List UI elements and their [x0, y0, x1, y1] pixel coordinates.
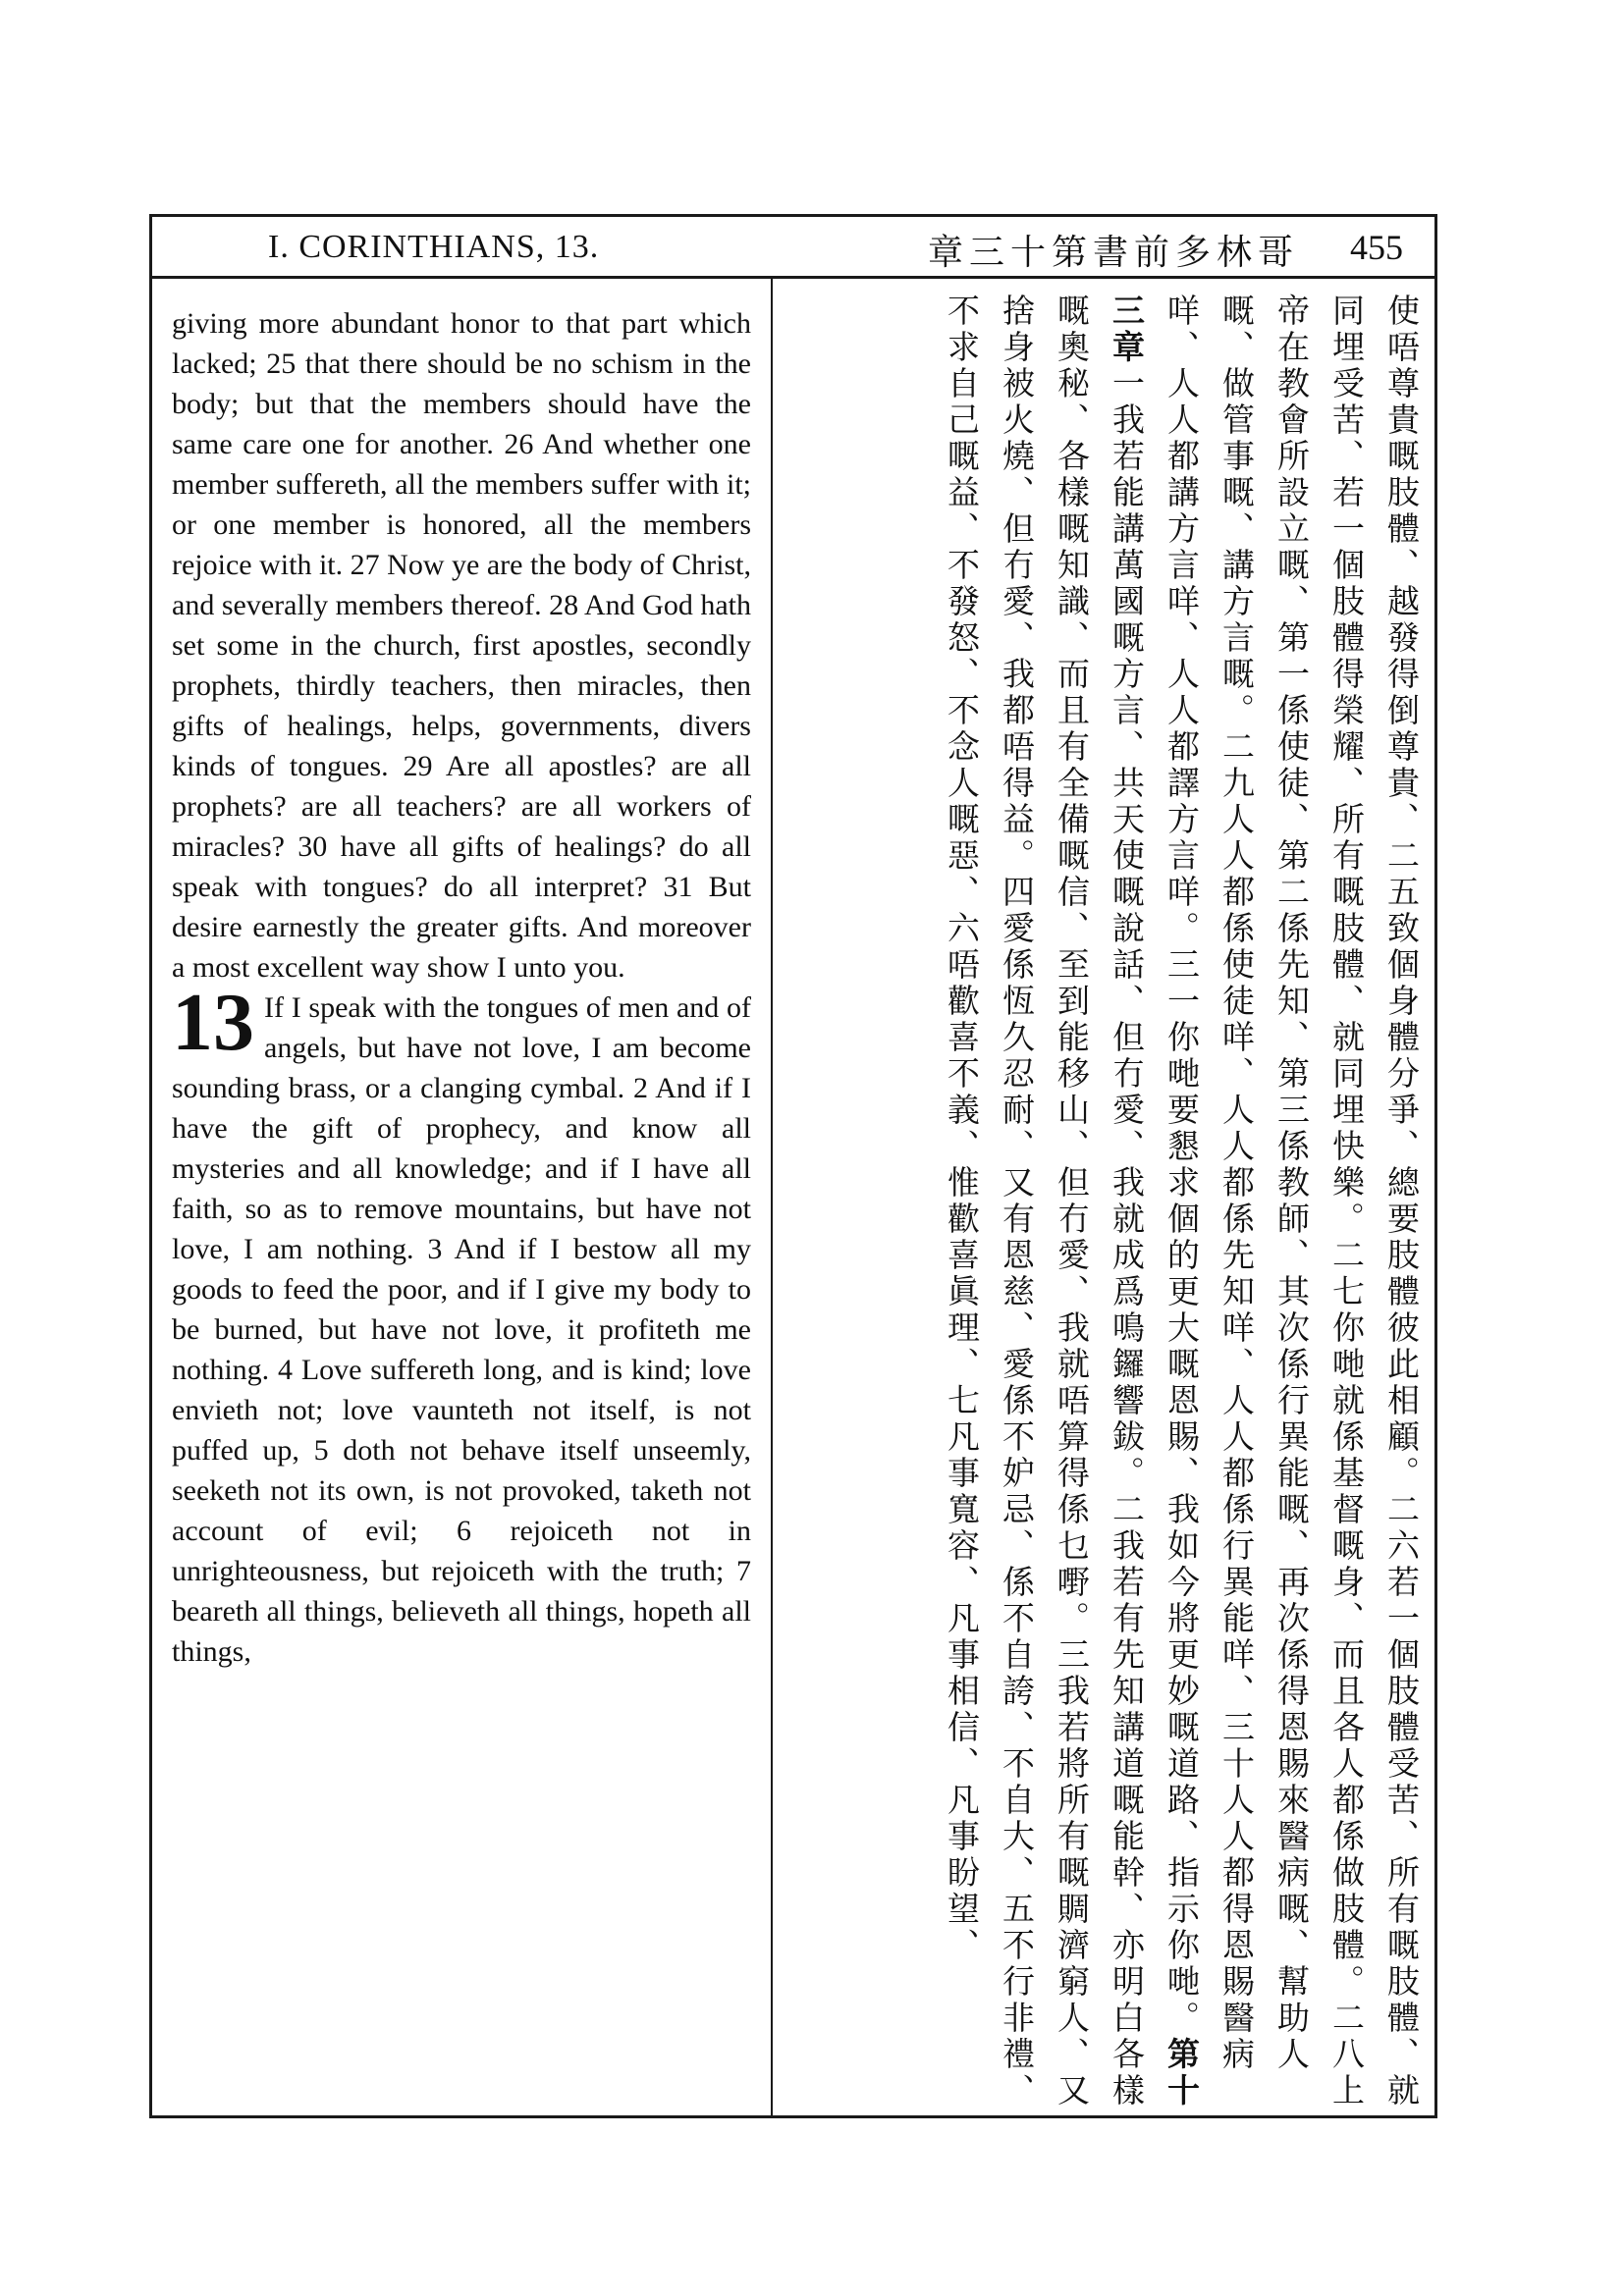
column-divider [771, 276, 773, 2115]
page-number: 455 [1350, 228, 1403, 267]
english-chapter-13-text: If I speak with the tongues of men and of angels, but have not love, I am become sounding brass, or a clanging cymbal. 2 And if I have the gift of prophecy, and know all mysteries and all knowledge; and if I have all faith, so as to remove mountains, but have not love, I am nothing. 3 And if I bestow all my goods to feed the poor, and if I give my body to be burned, but have not love, it profiteth me nothing. 4 Love suffereth long, and is kind; love envieth not; love vaunteth not itself, is not puffed up, 5 doth not behave itself unseemly, seeketh not its own, is not provoked, taketh not account of evil; 6 rejoiceth not in unrighteousness, but rejoiceth with the truth; 7 beareth all things, believeth all things, hopeth all things, [172, 991, 751, 1668]
chinese-column [781, 294, 1429, 2109]
header-title-english: I. CORINTHIANS, 13. [268, 229, 600, 265]
english-chapter-12-end: giving more abundant honor to that part which lacked; 25 that there should be no schism in the body; but that the members should have the same care one for another. 26 And whether one member suffereth, all the members suffer with it; or one member is honored, all the members rejoice with it. 27 Now ye are the body of Christ, and severally members thereof. 28 And God hath set some in the church, first apostles, secondly prophets, thirdly teachers, then miracles, then gifts of healings, helps, governments, divers kinds of tongues. 29 Are all apostles? are all prophets? are all teachers? are all workers of miracles? 30 have all gifts of healings? do all speak with tongues? do all interpret? 31 But desire earnestly the greater gifts. And moreover a most excellent way show I unto you. [172, 307, 751, 984]
running-header [152, 217, 1434, 279]
chinese-chapter-12-end: 使唔尊貴嘅肢體、越發得倒尊貴、二五致個身體分爭、總要肢體彼此相顧。二六若一個肢體受苦、所有嘅肢體、就同埋受苦、若一個肢體得榮耀、所有嘅肢體、就同埋快樂。二七你哋就係基督嘅身、而且各人都係做肢體。二八上帝在教會所設立嘅、第一係使徒、第二係先知、第三係教師、其次係行異能嘅、再次係得恩賜來醫病嘅、幫助人嘅、做管事嘅、講方言嘅。二九人人都係使徒咩、人人都係先知咩、人人都係行異能咩、三十人人都得恩賜醫病咩、人人都講方言咩、人人都譯方言咩。三一你哋要懇求個的更大嘅恩賜、我如今將更妙嘅道路、指示你哋。 [1163, 294, 1421, 2109]
chinese-chapter-13-text: 一我若能講萬國嘅方言、共天使嘅說話、但冇愛、我就成爲鳴鑼響鈸。二我若有先知講道嘅能幹、亦明白各樣嘅奧秘、各樣嘅知識、而且有全備嘅信、至到能移山、但冇愛、我就唔算得係乜嘢。三我若將所有嘅賙濟窮人、又捨身被火燒、但冇愛、我都唔得益。四愛係恆久忍耐、又有恩慈、愛係不妒忌、係不自誇、不自大、五不行非禮、不求自己嘅益、不發怒、不念人嘅惡、六唔歡喜不義、惟歡喜眞理、七凡事寬容、凡事相信、凡事盼望、 [943, 294, 1146, 2109]
header-title-chinese: 章三十第書前多林哥 [928, 233, 1300, 273]
chapter-drop-number: 13 [172, 977, 254, 1068]
english-chapter-13 [172, 977, 751, 1672]
english-column [172, 303, 751, 1672]
page-frame [149, 214, 1437, 2118]
chinese-chapter-heading: 第十三章 [1108, 294, 1201, 2109]
